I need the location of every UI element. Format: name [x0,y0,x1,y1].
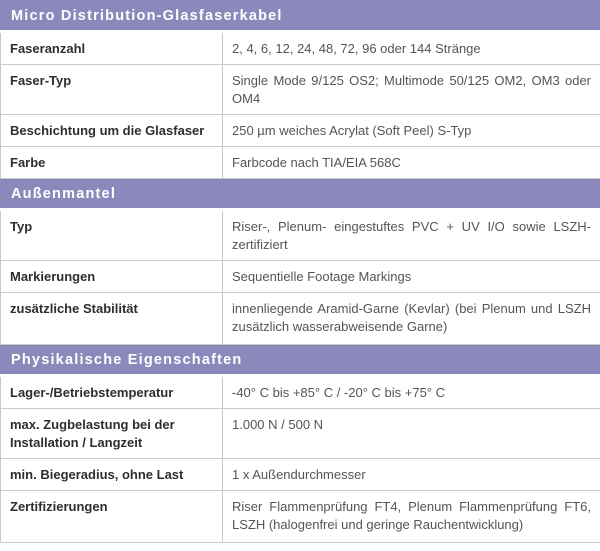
spec-row-faser-typ [1,65,600,115]
spec-label: max. Zugbelastung bei der Installation / Langzeit [1,409,223,459]
spec-value: 2, 4, 6, 12, 24, 48, 72, 96 oder 144 Stränge [223,32,600,65]
spec-label: Farbe [1,147,223,179]
spec-label: Faser-Typ [1,65,223,115]
spec-value: Farbcode nach TIA/EIA 568C [223,147,600,179]
spec-label: min. Biegeradius, ohne Last [1,459,223,491]
spec-label: Beschichtung um die Glasfaser [1,115,223,147]
spec-label: Markierungen [1,261,223,293]
spec-label: Typ [1,210,223,261]
spec-value: -40° C bis +85° C / -20° C bis +75° C [223,376,600,409]
spec-value: Riser Flammenprüfung FT4, Plenum Flammenprüfung FT6, LSZH (halogenfrei und geringe Rauchentwicklung) [223,491,600,543]
spec-value: Riser-, Plenum- eingestuftes PVC + UV I/O sowie LSZH-zertifiziert [223,210,600,261]
section-title: Micro Distribution-Glasfaserkabel [1,1,600,32]
spec-label: Lager-/Betriebstemperatur [1,376,223,409]
spec-value: 1 x Außendurchmesser [223,459,600,491]
spec-row-typ [1,210,600,261]
spec-value: 1.000 N / 500 N [223,409,600,459]
section-header-physikalische-eigenschaften [1,345,600,376]
spec-row-farbe [1,147,600,179]
spec-row-zugbelastung [1,409,600,459]
spec-value: innenliegende Aramid-Garne (Kevlar) (bei Plenum und LSZH zusätzlich wasserabweisende Garne) [223,293,600,345]
spec-row-zertifizierungen [1,491,600,543]
spec-row-beschichtung [1,115,600,147]
section-title: Außenmantel [1,179,600,210]
spec-value: Sequentielle Footage Markings [223,261,600,293]
spec-row-temperatur [1,376,600,409]
spec-value: 250 µm weiches Acrylat (Soft Peel) S-Typ [223,115,600,147]
spec-label: Zertifizierungen [1,491,223,543]
section-header-micro-distribution [1,1,600,32]
spec-value: Single Mode 9/125 OS2; Multimode 50/125 OM2, OM3 oder OM4 [223,65,600,115]
spec-row-stabilitaet [1,293,600,345]
spec-row-biegeradius [1,459,600,491]
spec-label: zusätzliche Stabilität [1,293,223,345]
spec-row-faseranzahl [1,32,600,65]
spec-row-markierungen [1,261,600,293]
section-header-aussenmantel [1,179,600,210]
section-title: Physikalische Eigenschaften [1,345,600,376]
spec-label: Faseranzahl [1,32,223,65]
